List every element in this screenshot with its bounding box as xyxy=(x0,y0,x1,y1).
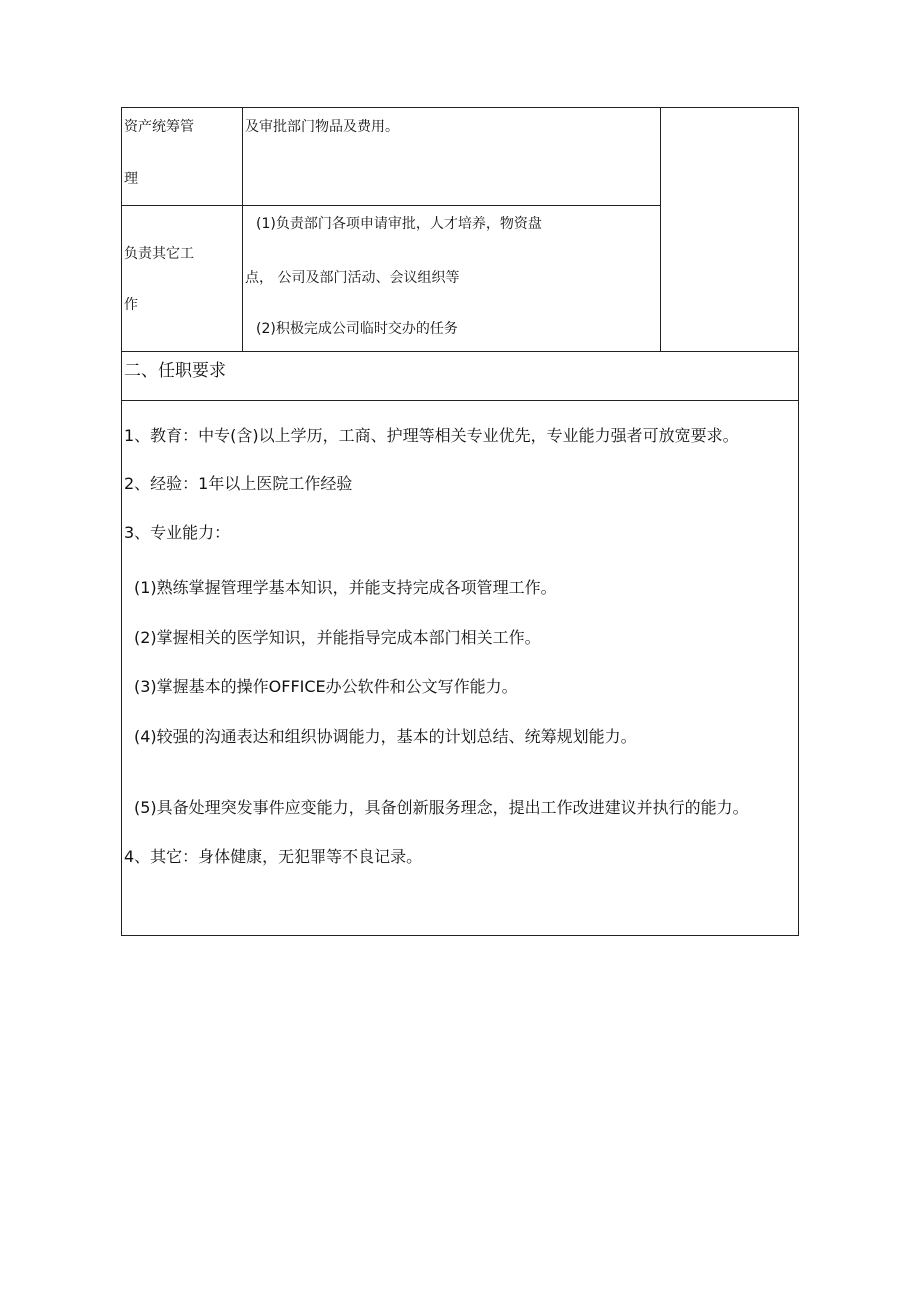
duty-label-line: 负责其它工 xyxy=(124,246,194,262)
duty-label-line: 作 xyxy=(124,297,138,313)
table-border-bottom xyxy=(121,935,799,936)
requirement-sub-item: (3)掌握基本的操作OFFICE办公软件和公文写作能力。 xyxy=(134,677,518,696)
row-divider-duty xyxy=(242,205,660,206)
requirement-sub-item: (5)具备处理突发事件应变能力，具备创新服务理念，提出工作改进建议并执行的能力。 xyxy=(134,798,749,817)
column-divider-label xyxy=(242,107,243,352)
row-divider-duty-label xyxy=(121,205,242,206)
requirement-item: 4、其它：身体健康，无犯罪等不良记录。 xyxy=(124,847,423,866)
duty-content-line: 点， 公司及部门活动、会议组织等 xyxy=(245,270,460,286)
requirement-sub-item: (4)较强的沟通表达和组织协调能力，基本的计划总结、统筹规划能力。 xyxy=(134,727,637,746)
requirement-item: 2、经验：1年以上医院工作经验 xyxy=(124,474,353,493)
row-divider-requirements xyxy=(121,400,799,401)
duty-label-line: 资产统筹管 xyxy=(124,119,194,135)
requirement-item: 3、专业能力： xyxy=(124,523,231,542)
requirement-sub-item: (1)熟练掌握管理学基本知识，并能支持完成各项管理工作。 xyxy=(134,578,557,597)
table-border-right xyxy=(798,107,799,936)
duty-content-line: 及审批部门物品及费用。 xyxy=(245,119,399,135)
column-divider-content xyxy=(660,107,661,352)
table-border-left xyxy=(121,107,122,936)
row-divider-heading xyxy=(121,351,799,352)
duty-content-line: (2)积极完成公司临时交办的任务 xyxy=(256,321,458,337)
duty-label-line: 理 xyxy=(124,171,138,187)
duty-content-line: (1)负责部门各项申请审批，人才培养，物资盘 xyxy=(256,216,542,232)
requirement-item: 1、教育：中专(含)以上学历，工商、护理等相关专业优先，专业能力强者可放宽要求。 xyxy=(124,426,739,445)
requirement-sub-item: (2)掌握相关的医学知识，并能指导完成本部门相关工作。 xyxy=(134,628,541,647)
table-border-top xyxy=(121,107,799,108)
requirements-heading: 二、任职要求 xyxy=(124,361,226,381)
